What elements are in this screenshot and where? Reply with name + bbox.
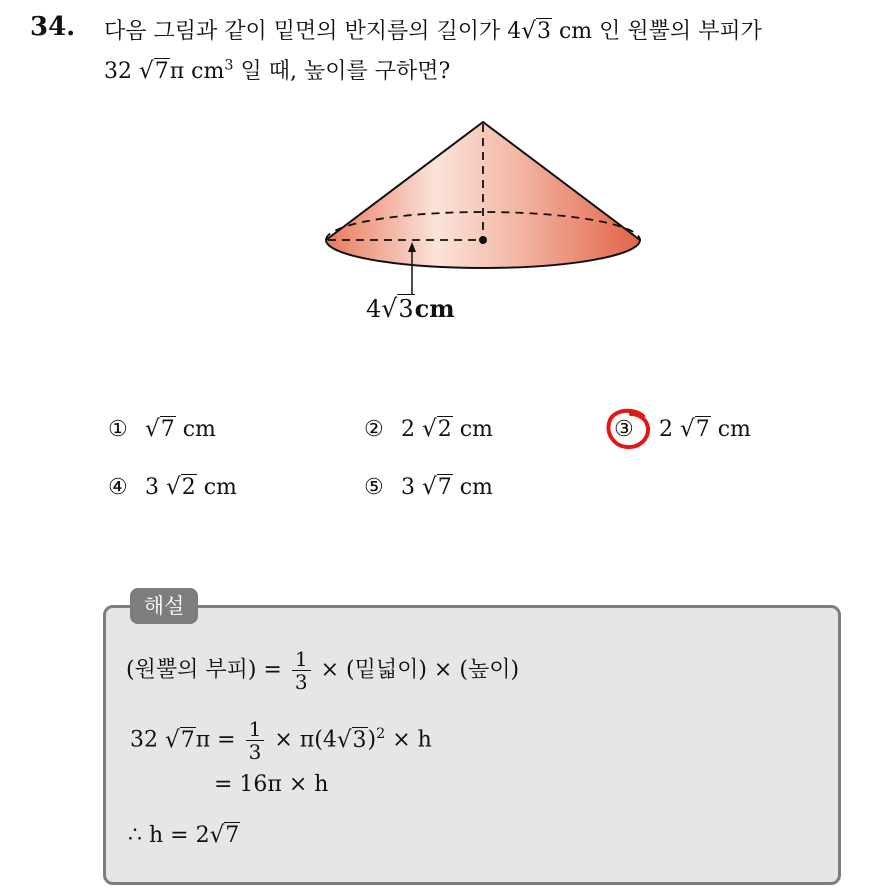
- solution-line-1: [126, 648, 519, 693]
- center-point: [479, 236, 487, 244]
- sqrt-symbol: √2: [422, 416, 452, 442]
- radius-label: [366, 294, 455, 323]
- question-unit-text: cm 인 원뿔의 부피가: [558, 19, 762, 44]
- solution-text: ∴ h = 2: [128, 823, 210, 848]
- radicand: 7: [180, 727, 195, 753]
- numerator: 1: [292, 648, 311, 671]
- choice-1[interactable]: [108, 416, 216, 442]
- choice-coefficient: 3: [401, 475, 415, 500]
- solution-line-2: [130, 718, 432, 763]
- choice-mark: ①: [108, 417, 128, 442]
- solution-text: × (밑넓이) × (높이): [320, 657, 520, 683]
- solution-coefficient: 32: [130, 727, 158, 753]
- choice-unit: cm: [717, 417, 751, 442]
- sqrt-symbol: √3: [336, 726, 367, 753]
- sqrt-symbol: √7: [165, 726, 195, 753]
- choice-mark: ③: [614, 417, 634, 442]
- choice-unit: cm: [182, 417, 216, 442]
- sqrt-symbol: √3: [381, 294, 414, 323]
- cone-figure: [300, 110, 660, 330]
- choice-unit: cm: [203, 475, 237, 500]
- radicand: 3: [352, 727, 367, 753]
- fraction-one-third: [246, 718, 265, 763]
- choice-4[interactable]: [108, 474, 237, 500]
- unit-exponent: 3: [224, 57, 234, 74]
- volume-coefficient: 32: [104, 59, 132, 84]
- solution-tab: 해설: [130, 588, 198, 624]
- solution-text: (원뿔의 부피) =: [126, 657, 282, 683]
- volume-unit: π cm: [169, 59, 225, 84]
- solution-text: × h: [392, 727, 432, 753]
- question-number: 34.: [30, 12, 76, 42]
- solution-text: π =: [195, 727, 236, 753]
- numerator: 1: [246, 718, 265, 741]
- choice-5[interactable]: [364, 474, 493, 500]
- solution-text: ): [367, 727, 377, 753]
- sqrt-symbol: √7: [680, 416, 710, 442]
- radicand: 7: [695, 417, 710, 442]
- question-text: 일 때, 높이를 구하면?: [240, 59, 451, 84]
- choice-mark: ④: [108, 475, 128, 500]
- choice-unit: cm: [459, 475, 493, 500]
- answer-circle-icon: [603, 406, 653, 452]
- radicand: 7: [154, 59, 169, 84]
- choice-unit: cm: [459, 417, 493, 442]
- choice-coefficient: 2: [659, 417, 673, 442]
- radicand: 7: [225, 823, 240, 848]
- exponent: 2: [376, 726, 386, 743]
- radicand: 7: [437, 475, 452, 500]
- radicand: 2: [181, 475, 196, 500]
- sqrt-symbol: √3: [521, 18, 551, 44]
- radicand: 3: [398, 295, 414, 323]
- radius-unit: cm: [414, 294, 455, 323]
- choice-mark: ②: [364, 417, 384, 442]
- choice-2[interactable]: [364, 416, 493, 442]
- sqrt-symbol: √7: [422, 474, 452, 500]
- choice-coefficient: 2: [401, 417, 415, 442]
- radicand: 7: [160, 417, 175, 442]
- sqrt-symbol: √7: [209, 822, 240, 848]
- radius-coefficient: 4: [366, 295, 382, 323]
- question-line-2: [104, 54, 450, 85]
- sqrt-symbol: √2: [166, 474, 196, 500]
- solution-text: × π(4: [274, 727, 337, 753]
- denominator: 3: [248, 740, 262, 764]
- question-text: 다음 그림과 같이 밑면의 반지름의 길이가 4: [104, 19, 522, 44]
- choice-mark: ⑤: [364, 475, 384, 500]
- question-line-1: [104, 14, 762, 45]
- sqrt-symbol: √7: [145, 416, 175, 442]
- sqrt-symbol: √7: [139, 58, 169, 84]
- radicand: 3: [536, 19, 551, 44]
- solution-line-3: = 16π × h: [214, 772, 329, 797]
- fraction-one-third: [292, 648, 311, 693]
- denominator: 3: [294, 670, 308, 694]
- radicand: 2: [437, 417, 452, 442]
- choice-coefficient: 3: [145, 475, 159, 500]
- solution-line-4: [128, 822, 240, 848]
